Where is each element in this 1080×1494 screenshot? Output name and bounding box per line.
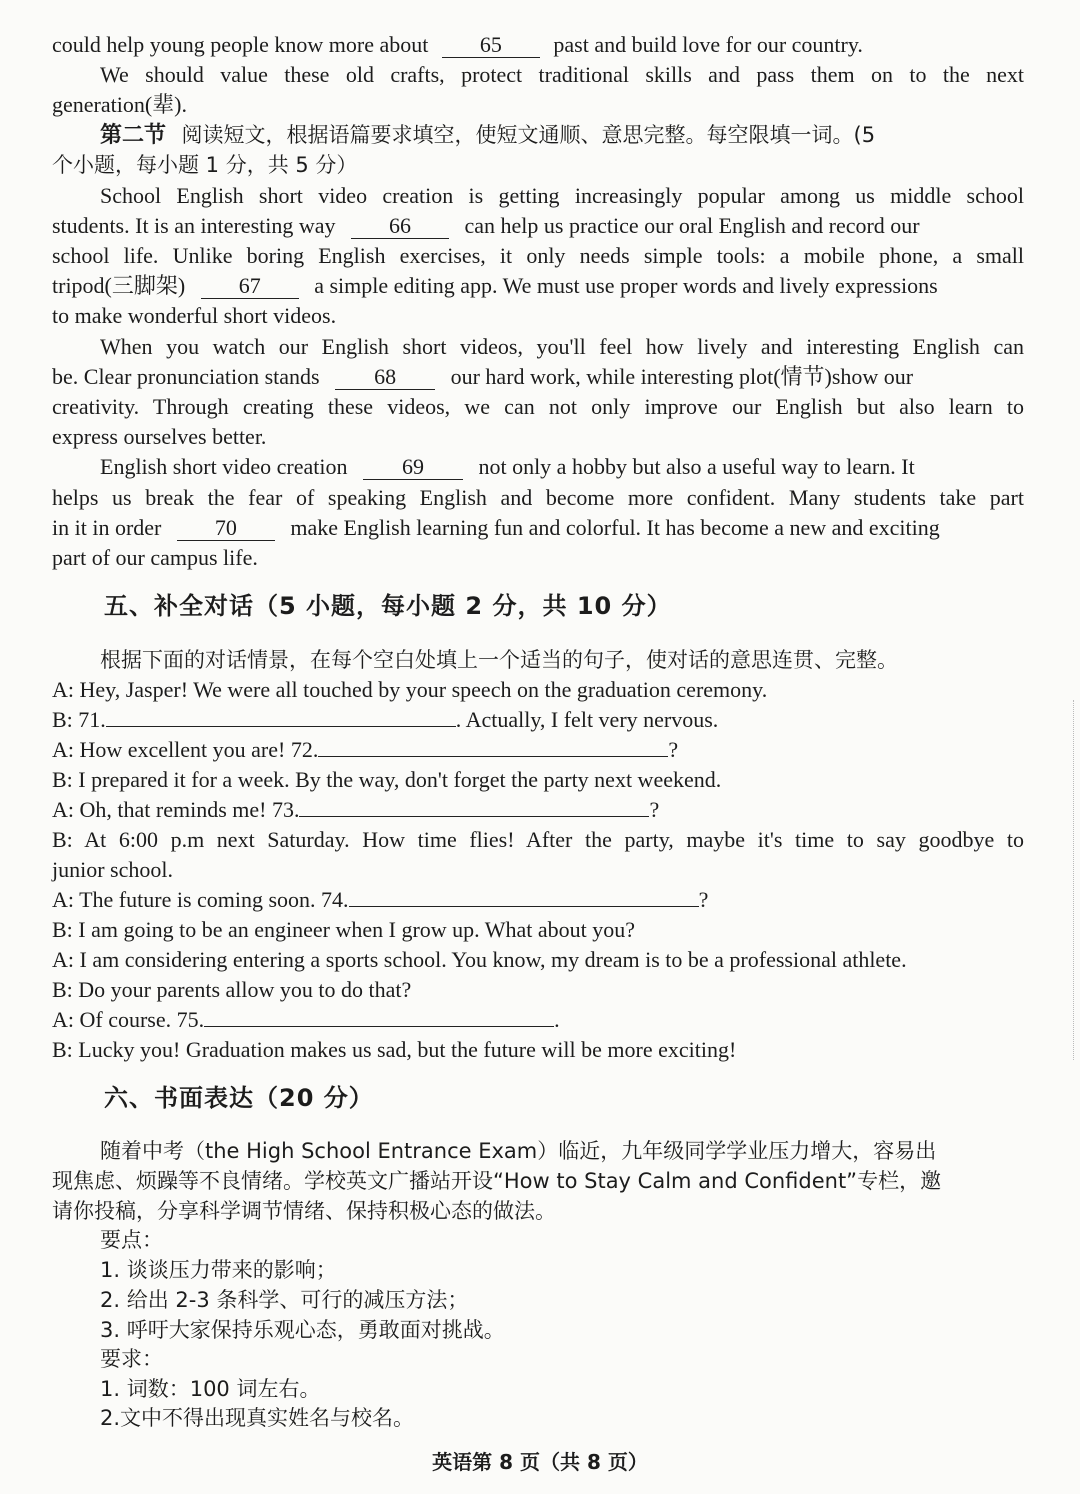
passage-line: part of our campus life. <box>52 545 258 570</box>
passage-line: in it in order 70 make English learning fun and colorful. It has become a new and exciting <box>52 515 940 540</box>
passage-line: generation(辈). <box>52 92 187 117</box>
dialogue-line: B: I am going to be an engineer when I grow up. What about you? <box>52 917 636 942</box>
section2-instruction: 第二节 阅读短文，根据语篇要求填空，使短文通顺、意思完整。每空限填一词。(5 <box>100 123 876 148</box>
passage-line: helps us break the fear of speaking English and become more confident. Many students take part <box>52 485 1024 510</box>
dialogue-line: B: Do your parents allow you to do that? <box>52 977 412 1002</box>
writing-prompt: 随着中考（the High School Entrance Exam）临近，九年级同学学业压力增大，容易出 <box>100 1139 937 1163</box>
page-footer: 英语第 8 页（共 8 页） <box>432 1450 648 1474</box>
passage-line: to make wonderful short videos. <box>52 303 337 328</box>
answer-blank-71[interactable] <box>106 726 456 727</box>
passage-line: School English short video creation is getting increasingly popular among us middle school <box>100 183 1024 208</box>
dialogue-line: A: I am considering entering a sports school. You know, my dream is to be a professional athlete. <box>52 947 907 972</box>
passage-line: express ourselves better. <box>52 424 267 449</box>
section2-instruction-cont: 个小题，每小题 1 分，共 5 分） <box>52 153 358 177</box>
section6-heading: 六、书面表达（20 分） <box>104 1084 374 1112</box>
dialogue-line: B: 71. . Actually, I felt very nervous. <box>52 707 719 732</box>
section5-heading: 五、补全对话（5 小题，每小题 2 分，共 10 分） <box>104 592 672 620</box>
passage-line: English short video creation 69 not only a hobby but also a useful way to learn. It <box>100 454 915 479</box>
point-item: 2. 给出 2-3 条科学、可行的减压方法； <box>100 1288 469 1312</box>
writing-prompt: 现焦虑、烦躁等不良情绪。学校英文广播站开设“How to Stay Calm and Confident”专栏，邀 <box>52 1169 942 1193</box>
dialogue-line: A: Oh, that reminds me! 73. ? <box>52 797 660 822</box>
dialogue-line: B: I prepared it for a week. By the way, don't forget the party next weekend. <box>52 767 722 792</box>
dialogue-line: B: Lucky you! Graduation makes us sad, but the future will be more exciting! <box>52 1037 737 1062</box>
blank-65[interactable]: 65 <box>442 33 540 58</box>
answer-blank-72[interactable] <box>318 756 668 757</box>
blank-69[interactable]: 69 <box>363 455 463 480</box>
dialogue-line: A: Of course. 75. . <box>52 1007 560 1032</box>
dialogue-line: A: How excellent you are! 72. ? <box>52 737 679 762</box>
dialogue-line: A: Hey, Jasper! We were all touched by your speech on the graduation ceremony. <box>52 677 768 702</box>
passage-line: tripod(三脚架) 67 a simple editing app. We must use proper words and lively expressions <box>52 273 938 298</box>
passage-line: When you watch our English short videos, you'll feel how lively and interesting English can <box>100 334 1024 359</box>
answer-blank-73[interactable] <box>299 816 649 817</box>
requirement-item: 1. 词数：100 词左右。 <box>100 1377 321 1401</box>
blank-68[interactable]: 68 <box>335 365 435 390</box>
scan-edge-mark <box>1073 700 1078 1060</box>
passage-line: students. It is an interesting way 66 can help us practice our oral English and record our <box>52 213 920 238</box>
section2-label: 第二节 <box>100 123 167 148</box>
dialogue-line: junior school. <box>52 857 173 882</box>
blank-70[interactable]: 70 <box>177 516 275 541</box>
answer-blank-74[interactable] <box>349 906 699 907</box>
answer-blank-75[interactable] <box>204 1026 554 1027</box>
passage-line: could help young people know more about 65 past and build love for our country. <box>52 32 863 57</box>
writing-prompt: 请你投稿，分享科学调节情绪、保持积极心态的做法。 <box>52 1199 556 1223</box>
passage-line: be. Clear pronunciation stands 68 our hard work, while interesting plot(情节)show our <box>52 364 914 389</box>
requirements-label: 要求： <box>100 1347 163 1371</box>
passage-line: school life. Unlike boring English exercises, it only needs simple tools: a mobile phone, a small <box>52 243 1024 268</box>
points-label: 要点： <box>100 1228 163 1252</box>
passage-line: creativity. Through creating these videos, we can not only improve our English but also learn to <box>52 394 1024 419</box>
section5-instruction: 根据下面的对话情景，在每个空白处填上一个适当的句子，使对话的意思连贯、完整。 <box>100 648 898 672</box>
requirement-item: 2.文中不得出现真实姓名与校名。 <box>100 1406 415 1430</box>
blank-67[interactable]: 67 <box>201 274 299 299</box>
passage-line: We should value these old crafts, protect traditional skills and pass them on to the next <box>100 62 1024 87</box>
point-item: 3. 呼吁大家保持乐观心态，勇敢面对挑战。 <box>100 1318 505 1342</box>
dialogue-line: B: At 6:00 p.m next Saturday. How time flies! After the party, maybe it's time to say goodbye to <box>52 827 1024 852</box>
dialogue-line: A: The future is coming soon. 74. ? <box>52 887 709 912</box>
blank-66[interactable]: 66 <box>351 214 449 239</box>
point-item: 1. 谈谈压力带来的影响； <box>100 1258 337 1282</box>
